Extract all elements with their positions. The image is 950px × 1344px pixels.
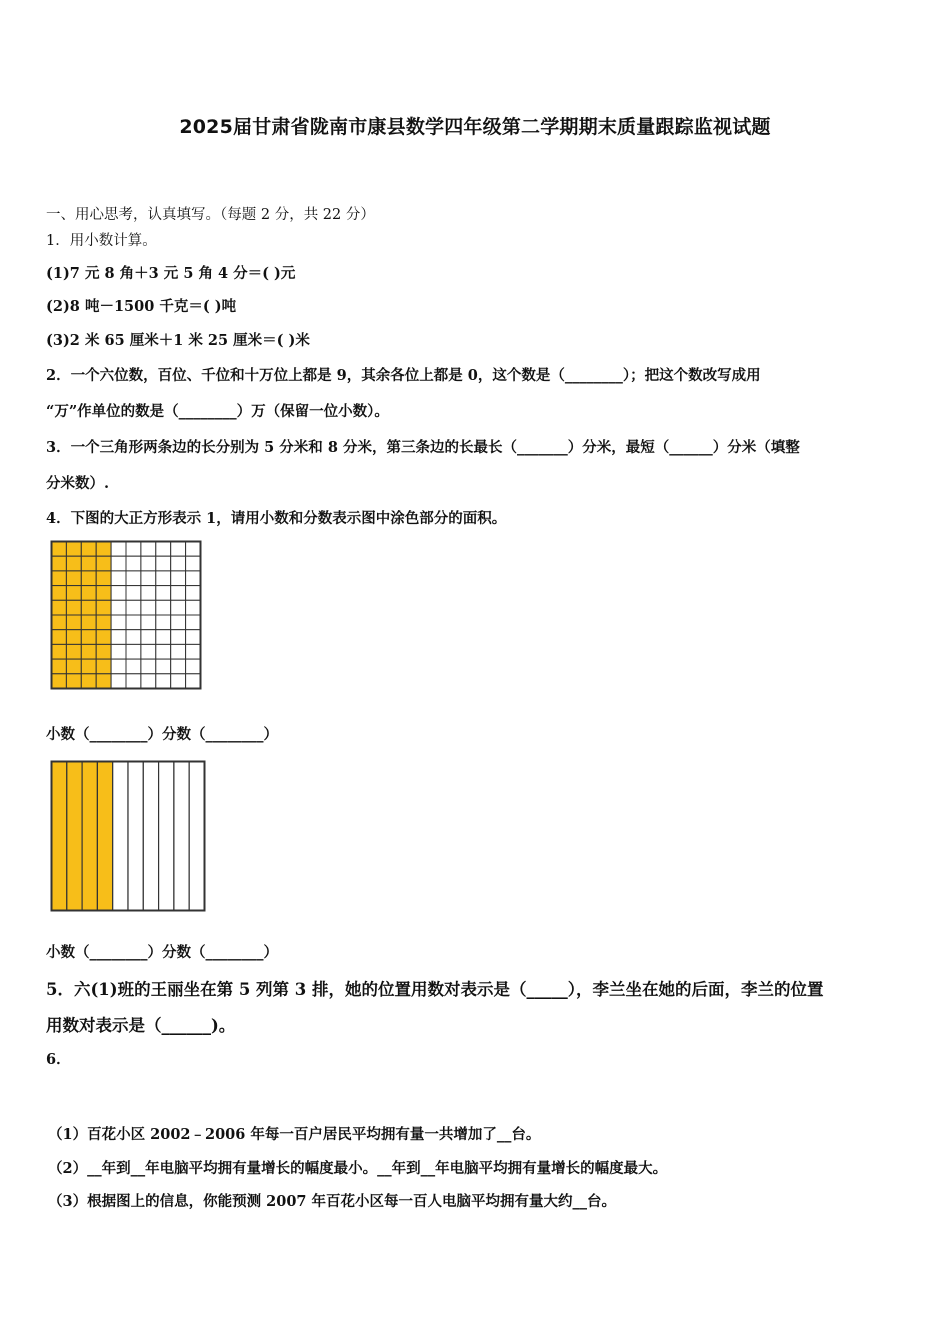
grid-cell-shaded (96, 556, 111, 571)
q4-answer-1: 小数（________）分数（________） (46, 726, 278, 743)
grid-cell (186, 644, 201, 659)
grid-cell-shaded (52, 571, 67, 586)
grid-cell-shaded (52, 644, 67, 659)
grid-cell-shaded (52, 674, 67, 689)
hundred-grid-figure (50, 540, 202, 690)
grid-cell (141, 674, 156, 689)
grid-cell (111, 586, 126, 601)
grid-cell (126, 600, 141, 615)
grid-cell (141, 659, 156, 674)
strip-shaded (67, 762, 82, 911)
grid-cell (171, 644, 186, 659)
grid-cell (141, 615, 156, 630)
grid-cell (141, 644, 156, 659)
grid-cell-shaded (96, 659, 111, 674)
q5-line-2: 用数对表示是（______)。 (46, 1016, 236, 1035)
grid-cell-shaded (66, 542, 81, 557)
grid-cell-shaded (66, 630, 81, 645)
grid-cell (111, 644, 126, 659)
grid-cell-shaded (66, 644, 81, 659)
grid-cell (111, 571, 126, 586)
strip (143, 762, 158, 911)
grid-cell (171, 600, 186, 615)
q3-line-1: 3．一个三角形两条边的长分别为 5 分米和 8 分米，第三条边的长最长（_______）分米，最短（______）分米（填整 (46, 439, 800, 456)
grid-cell-shaded (96, 586, 111, 601)
grid-cell (126, 556, 141, 571)
grid-cell (171, 674, 186, 689)
grid-cell (141, 586, 156, 601)
grid-cell-shaded (96, 674, 111, 689)
grid-cell (186, 659, 201, 674)
strip (128, 762, 143, 911)
grid-cell-shaded (52, 659, 67, 674)
grid-cell (171, 615, 186, 630)
q4-answer-2: 小数（________）分数（________） (46, 944, 278, 961)
q3-line-2: 分米数）. (46, 475, 110, 492)
grid-cell (156, 644, 171, 659)
grid-cell (141, 571, 156, 586)
grid-cell-shaded (96, 644, 111, 659)
ten-strip-figure (50, 760, 206, 912)
grid-cell-shaded (66, 571, 81, 586)
grid-cell-shaded (96, 542, 111, 557)
q5-line-1: 5．六(1)班的王丽坐在第 5 列第 3 排，她的位置用数对表示是（_____），李兰坐在她的后面，李兰的位置 (46, 980, 824, 999)
grid-cell-shaded (66, 674, 81, 689)
grid-cell (156, 600, 171, 615)
grid-cell (126, 630, 141, 645)
grid-cell (186, 674, 201, 689)
grid-cell-shaded (96, 615, 111, 630)
strip-shaded (52, 762, 67, 911)
grid-cell-shaded (81, 556, 96, 571)
grid-cell (126, 615, 141, 630)
grid-cell (156, 674, 171, 689)
grid-cell-shaded (52, 600, 67, 615)
grid-cell-shaded (81, 659, 96, 674)
grid-cell (171, 556, 186, 571)
grid-cell (186, 615, 201, 630)
grid-cell-shaded (81, 586, 96, 601)
grid-cell-shaded (52, 630, 67, 645)
grid-cell (186, 542, 201, 557)
strip (113, 762, 128, 911)
grid-cell (171, 586, 186, 601)
grid-cell (111, 600, 126, 615)
q2-line-2: “万”作单位的数是（________）万（保留一位小数）。 (46, 403, 389, 420)
grid-cell (141, 630, 156, 645)
strip-shaded (97, 762, 112, 911)
grid-cell (111, 659, 126, 674)
strip (189, 762, 204, 911)
grid-cell (171, 571, 186, 586)
grid-cell (126, 644, 141, 659)
grid-cell (141, 542, 156, 557)
q2-line-1: 2．一个六位数，百位、千位和十万位上都是 9，其余各位上都是 0，这个数是（________）；把这个数改写成用 (46, 367, 761, 384)
strip (159, 762, 174, 911)
grid-cell-shaded (66, 659, 81, 674)
grid-cell (186, 571, 201, 586)
grid-cell-shaded (81, 542, 96, 557)
grid-cell (126, 674, 141, 689)
q1-part-3: (3)2 米 65 厘米＋1 米 25 厘米＝( )米 (46, 332, 310, 349)
q1-part-2: (2)8 吨－1500 千克＝( )吨 (46, 298, 237, 315)
grid-cell (171, 630, 186, 645)
grid-cell-shaded (52, 556, 67, 571)
grid-cell (126, 659, 141, 674)
q1-part-1: (1)7 元 8 角＋3 元 5 角 4 分＝( )元 (46, 265, 296, 282)
grid-cell (171, 659, 186, 674)
grid-cell-shaded (96, 600, 111, 615)
grid-cell (186, 586, 201, 601)
grid-cell-shaded (66, 556, 81, 571)
grid-cell-shaded (66, 615, 81, 630)
grid-cell (141, 556, 156, 571)
grid-cell-shaded (66, 600, 81, 615)
grid-cell-shaded (66, 586, 81, 601)
grid-cell-shaded (96, 630, 111, 645)
q6-number: 6． (46, 1051, 71, 1068)
grid-cell (156, 615, 171, 630)
grid-cell-shaded (81, 571, 96, 586)
document-title: 2025届甘肃省陇南市康县数学四年级第二学期期末质量跟踪监视试题 (179, 116, 771, 138)
grid-cell-shaded (52, 542, 67, 557)
grid-cell-shaded (81, 600, 96, 615)
grid-cell (186, 600, 201, 615)
grid-cell-shaded (81, 615, 96, 630)
grid-cell (111, 630, 126, 645)
q6-part-2: （2）__年到__年电脑平均拥有量增长的幅度最小。__年到__年电脑平均拥有量增长的幅度最大。 (48, 1160, 668, 1177)
q6-part-3: （3）根据图上的信息，你能预测 2007 年百花小区每一百人电脑平均拥有量大约__台。 (48, 1193, 617, 1210)
grid-cell (156, 630, 171, 645)
grid-cell (111, 542, 126, 557)
grid-cell (111, 556, 126, 571)
grid-cell (156, 659, 171, 674)
grid-cell (156, 556, 171, 571)
grid-cell-shaded (52, 586, 67, 601)
grid-cell (126, 571, 141, 586)
q4-stem: 4．下图的大正方形表示 1，请用小数和分数表示图中涂色部分的面积。 (46, 510, 507, 527)
grid-cell (156, 571, 171, 586)
grid-cell-shaded (81, 674, 96, 689)
grid-cell (156, 542, 171, 557)
q6-part-1: （1）百花小区 2002﹣2006 年每一百户居民平均拥有量一共增加了__台。 (48, 1126, 541, 1143)
grid-cell (156, 586, 171, 601)
grid-cell (126, 542, 141, 557)
grid-cell-shaded (81, 644, 96, 659)
grid-cell (141, 600, 156, 615)
strip-shaded (82, 762, 97, 911)
grid-cell-shaded (96, 571, 111, 586)
grid-cell (111, 615, 126, 630)
grid-cell-shaded (52, 615, 67, 630)
grid-cell (171, 542, 186, 557)
q1-stem: 1．用小数计算。 (46, 233, 157, 249)
grid-cell (126, 586, 141, 601)
section-heading: 一、用心思考，认真填写。（每题 2 分，共 22 分） (46, 207, 375, 223)
grid-cell (186, 630, 201, 645)
grid-cell (111, 674, 126, 689)
strip (174, 762, 189, 911)
grid-cell-shaded (81, 630, 96, 645)
grid-cell (186, 556, 201, 571)
